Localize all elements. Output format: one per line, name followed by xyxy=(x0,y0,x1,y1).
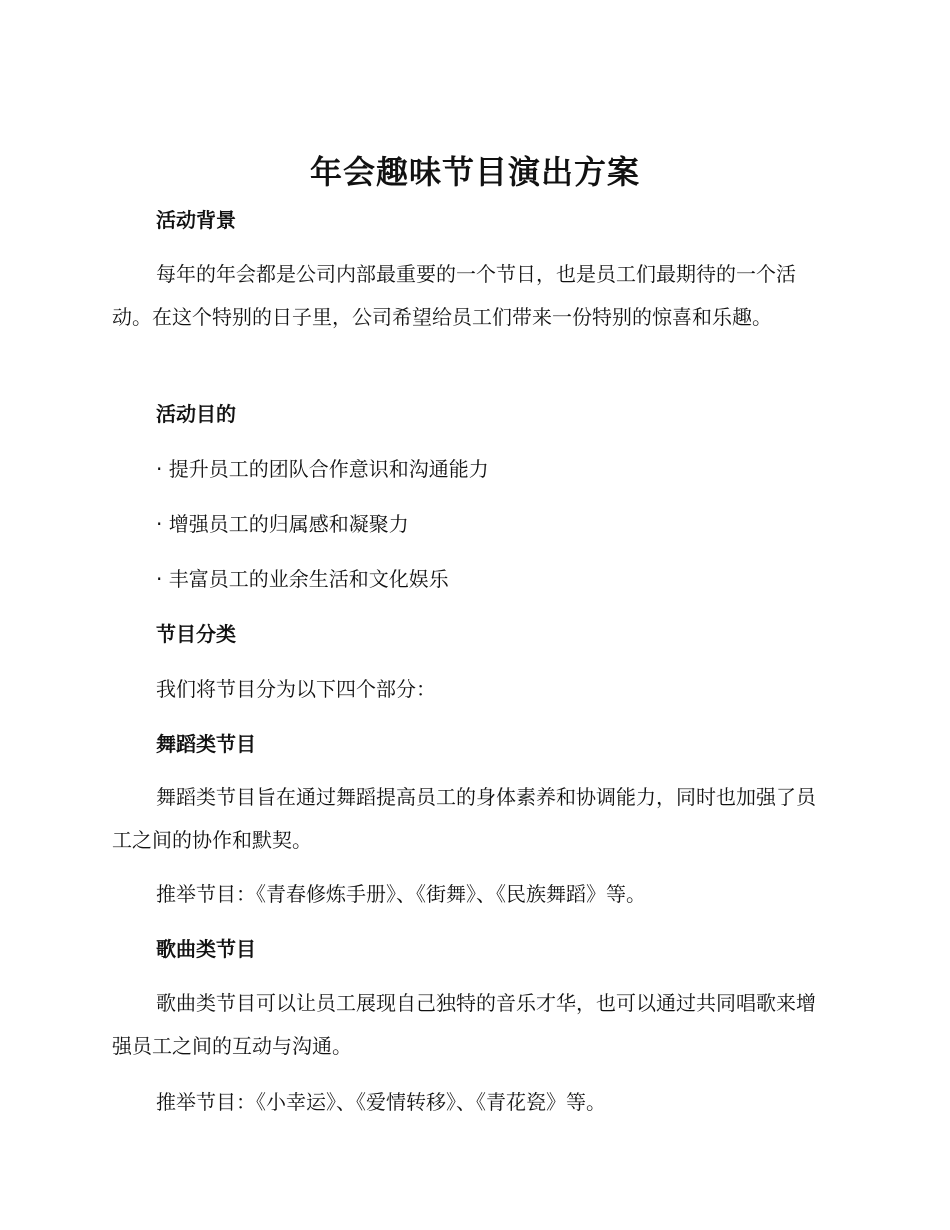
section-heading-dance: 舞蹈类节目 xyxy=(156,732,256,756)
recommend-dance: 推举节目：《青春修炼手册》、《街舞》、《民族舞蹈》等。 xyxy=(156,882,646,906)
section-heading-purpose: 活动目的 xyxy=(156,402,236,426)
section-heading-categories: 节目分类 xyxy=(156,622,236,646)
section-heading-background: 活动背景 xyxy=(156,208,236,232)
list-item: · 增强员工的归属感和凝聚力 xyxy=(156,512,409,536)
section-heading-song: 歌曲类节目 xyxy=(156,937,256,961)
paragraph-categories-intro: 我们将节目分为以下四个部分： xyxy=(156,677,436,701)
paragraph-song: 歌曲类节目可以让员工展现自己独特的音乐才华，也可以通过共同唱歌来增强员工之间的互动与沟通。 xyxy=(112,991,816,1058)
paragraph-dance: 舞蹈类节目旨在通过舞蹈提高员工的身体素养和协调能力，同时也加强了员工之间的协作和默契。 xyxy=(112,785,816,852)
list-item: · 提升员工的团队合作意识和沟通能力 xyxy=(156,457,489,481)
recommend-song: 推举节目：《小幸运》、《爱情转移》、《青花瓷》等。 xyxy=(156,1090,606,1114)
document-title: 年会趣味节目演出方案 xyxy=(309,153,640,191)
paragraph-background: 每年的年会都是公司内部最重要的一个节日，也是员工们最期待的一个活动。在这个特别的日子里，公司希望给员工们带来一份特别的惊喜和乐趣。 xyxy=(112,262,796,329)
list-item: · 丰富员工的业余生活和文化娱乐 xyxy=(156,567,449,591)
